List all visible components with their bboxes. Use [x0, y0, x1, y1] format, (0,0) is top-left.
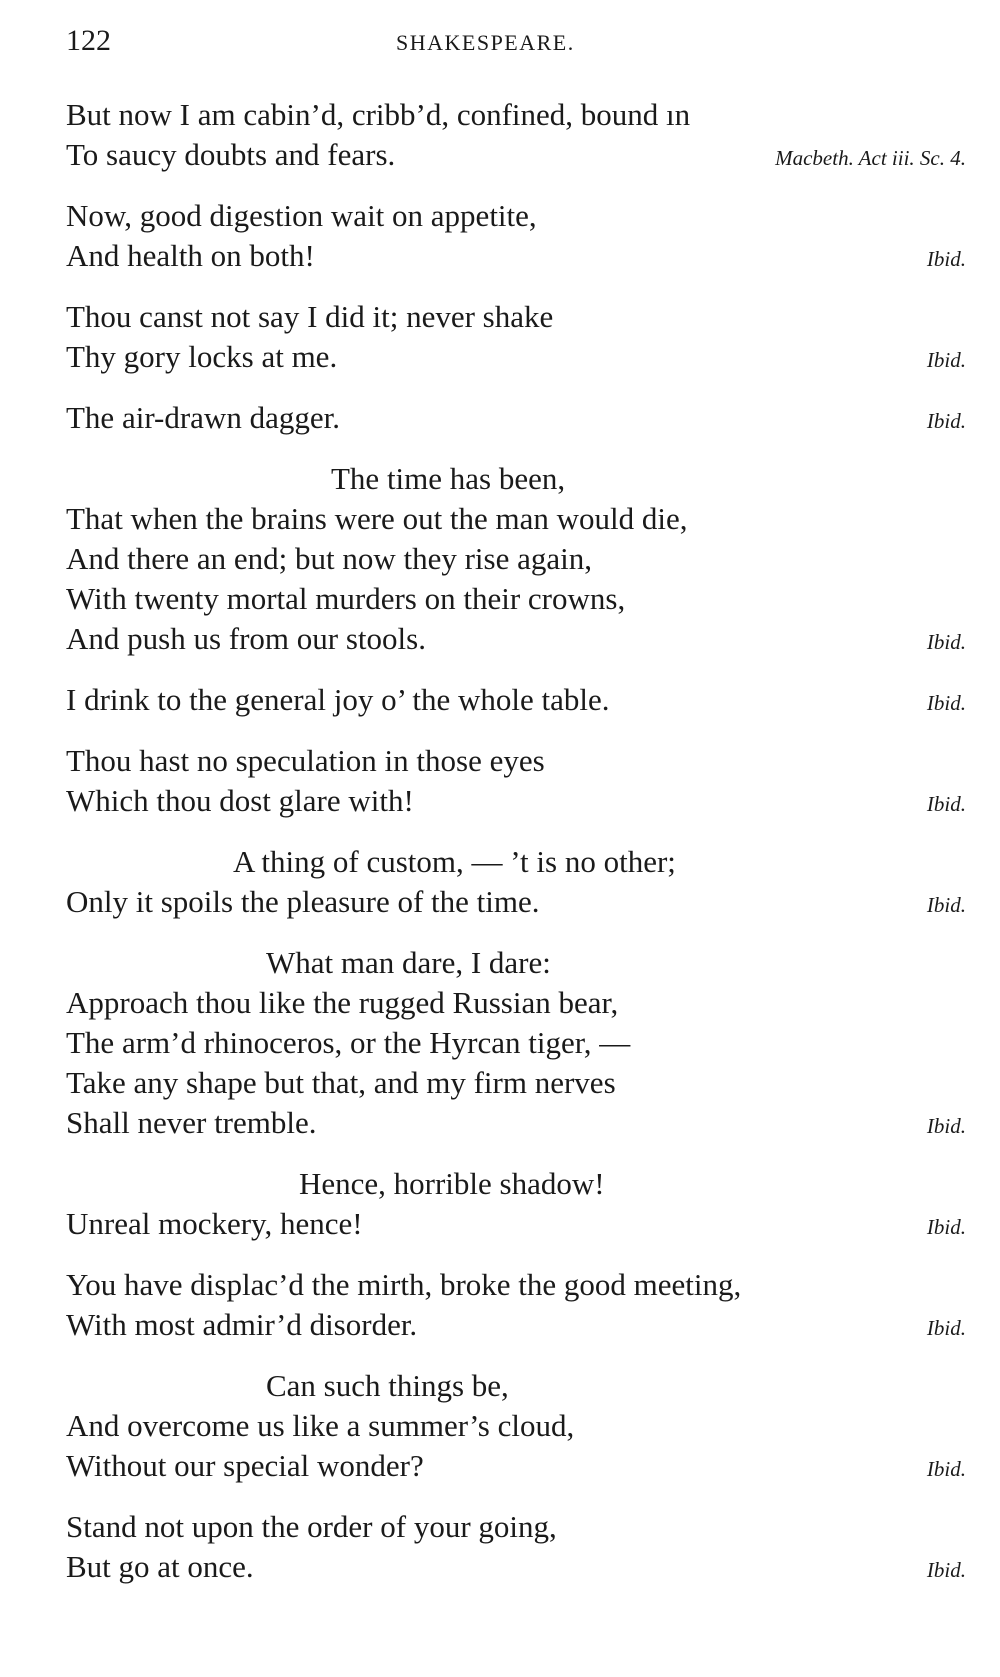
- citation: Ibid.: [926, 691, 966, 715]
- quote-line: But go at once.: [66, 1549, 254, 1584]
- quote-line: What man dare, I dare:: [266, 945, 551, 980]
- quote-line: Only it spoils the pleasure of the time.: [66, 884, 540, 919]
- quote-line: Without our special wonder?: [66, 1448, 424, 1483]
- citation: Ibid.: [926, 893, 966, 917]
- quote-line: With twenty mortal murders on their crowns,: [66, 581, 626, 616]
- quote-line: Take any shape but that, and my firm nerves: [66, 1065, 616, 1100]
- quote-line: Thy gory locks at me.: [66, 339, 338, 374]
- quote-13: [66, 1507, 966, 1587]
- quote-line: Thou hast no speculation in those eyes: [66, 743, 545, 778]
- quote-1: [66, 95, 966, 175]
- citation: Ibid.: [926, 1457, 966, 1481]
- quote-line: You have displac’d the mirth, broke the good meeting,: [66, 1267, 742, 1302]
- quote-line: And push us from our stools.: [66, 621, 426, 656]
- citation: Ibid.: [926, 792, 966, 816]
- quote-line: And overcome us like a summer’s cloud,: [66, 1408, 575, 1443]
- quote-4: [66, 398, 966, 438]
- citation: Ibid.: [926, 247, 966, 271]
- quote-10: [66, 1164, 966, 1244]
- quote-7: [66, 741, 966, 821]
- citation: Ibid.: [926, 630, 966, 654]
- citation: Ibid.: [926, 1114, 966, 1138]
- citation: Macbeth. Act iii. Sc. 4.: [775, 146, 966, 170]
- quote-line: A thing of custom, — ’t is no other;: [233, 844, 676, 879]
- quote-line: Which thou dost glare with!: [66, 783, 414, 818]
- quote-line: Can such things be,: [266, 1368, 509, 1403]
- quote-line: I drink to the general joy o’ the whole table.: [66, 682, 610, 717]
- quote-line: The arm’d rhinoceros, or the Hyrcan tiger, —: [66, 1025, 631, 1060]
- quote-line: Thou canst not say I did it; never shake: [66, 299, 554, 334]
- quote-line: With most admir’d disorder.: [66, 1307, 418, 1342]
- quote-11: [66, 1265, 966, 1345]
- citation: Ibid.: [926, 348, 966, 372]
- quote-line: That when the brains were out the man would die,: [66, 501, 688, 536]
- quote-line: And health on both!: [66, 238, 315, 273]
- page-header: [66, 24, 946, 64]
- quote-line: Now, good digestion wait on appetite,: [66, 198, 537, 233]
- quote-line: Unreal mockery, hence!: [66, 1206, 363, 1241]
- quote-2: [66, 196, 966, 276]
- quote-5: [66, 459, 966, 659]
- page-number: 122: [66, 24, 111, 57]
- quote-line: To saucy doubts and fears.: [66, 137, 396, 172]
- quote-12: [66, 1366, 966, 1486]
- citation: Ibid.: [926, 409, 966, 433]
- quotation-list: [66, 95, 966, 1608]
- citation: Ibid.: [926, 1215, 966, 1239]
- quote-line: But now I am cabin’d, cribb’d, confined, bound ın: [66, 97, 691, 132]
- quote-3: [66, 297, 966, 377]
- quote-line: Hence, horrible shadow!: [299, 1166, 605, 1201]
- quote-line: And there an end; but now they rise again,: [66, 541, 592, 576]
- quote-line: Shall never tremble.: [66, 1105, 317, 1140]
- quote-line: The time has been,: [331, 461, 566, 496]
- quote-line: Approach thou like the rugged Russian bear,: [66, 985, 619, 1020]
- citation: Ibid.: [926, 1558, 966, 1582]
- quote-9: [66, 943, 966, 1143]
- citation: Ibid.: [926, 1316, 966, 1340]
- quote-6: [66, 680, 966, 720]
- quote-8: [66, 842, 966, 922]
- quote-line: Stand not upon the order of your going,: [66, 1509, 557, 1544]
- running-head: SHAKESPEARE.: [396, 30, 575, 55]
- quote-line: The air-drawn dagger.: [66, 400, 340, 435]
